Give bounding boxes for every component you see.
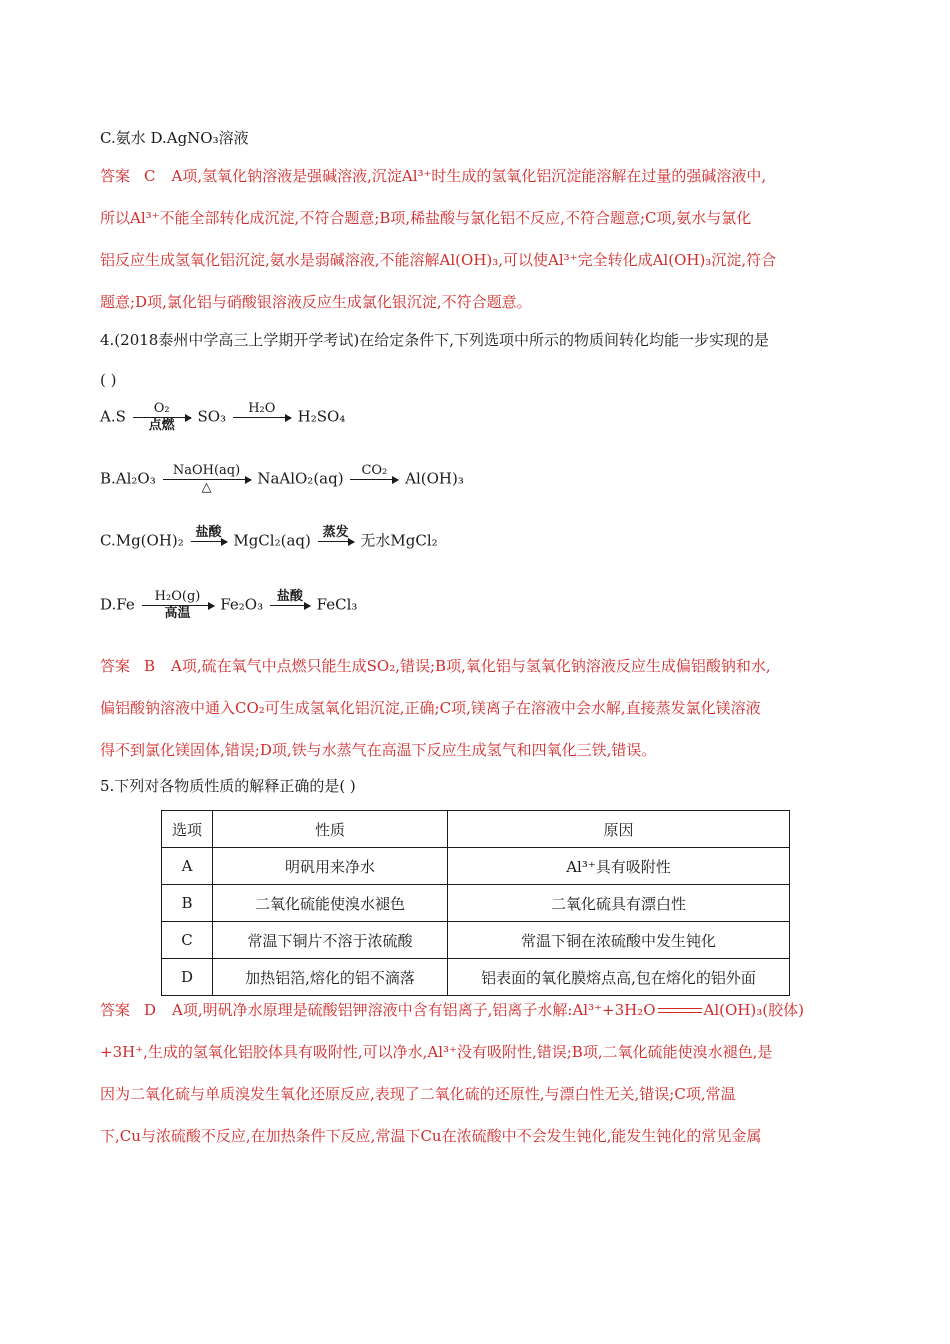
- q4-option-a: A.S O₂ 点燃 SO₃ H₂O H₂SO₄: [100, 401, 346, 433]
- table-cell: 二氧化硫具有漂白性: [448, 885, 790, 922]
- q5-explanation-line2: +3H⁺,生成的氢氧化铝胶体具有吸附性,可以净水,Al³⁺没有吸附性,错误;B项,二氧化硫能使溴水褪色,是: [100, 1043, 773, 1061]
- table-row: [162, 959, 790, 996]
- table-cell: 常温下铜在浓硫酸中发生钝化: [448, 922, 790, 959]
- q4-option-d: D.Fe H₂O(g) 高温 Fe₂O₃ 盐酸 FeCl₃: [100, 589, 358, 621]
- q4-stem: 4.(2018泰州中学高三上学期开学考试)在给定条件下,下列选项中所示的物质间转化均能一步实现的是: [100, 331, 769, 349]
- reaction-arrow: 盐酸: [191, 526, 227, 557]
- q4-answer-line1: [100, 656, 771, 676]
- table-cell: B: [162, 885, 213, 922]
- table-cell: 常温下铜片不溶于浓硫酸: [213, 922, 448, 959]
- q4-explanation-line3: 得不到氯化镁固体,错误;D项,铁与水蒸气在高温下反应生成氢气和四氧化三铁,错误。: [100, 741, 657, 759]
- answer-key: D: [144, 1001, 157, 1019]
- q3-options-cd: C.氨水 D.AgNO₃溶液: [100, 129, 249, 147]
- reaction-arrow: H₂O(g) 高温: [142, 590, 214, 621]
- table-cell: A: [162, 848, 213, 885]
- q5-table: [161, 810, 790, 996]
- table-row: [162, 922, 790, 959]
- q3-explanation-line4: 题意;D项,氯化铝与硝酸银溶液反应生成氯化银沉淀,不符合题意。: [100, 293, 532, 311]
- header-cell: 原因: [448, 811, 790, 848]
- q5-stem: 5.下列对各物质性质的解释正确的是( ): [100, 777, 356, 795]
- table-row: [162, 885, 790, 922]
- explanation-text: A项,硫在氧气中点燃只能生成SO₂,错误;B项,氧化铝与氢氧化钠溶液反应生成偏铝酸钠和水,: [171, 657, 771, 675]
- q4-option-b: B.Al₂O₃ NaOH(aq) △ NaAlO₂(aq) CO₂ Al(OH)₃: [100, 463, 464, 495]
- table-cell: 加热铝箔,熔化的铝不滴落: [213, 959, 448, 996]
- answer-label: 答案: [100, 1001, 131, 1019]
- reaction-arrow: CO₂: [350, 464, 398, 495]
- q3-answer-line1: [100, 166, 766, 186]
- explanation-text: A项,氢氧化钠溶液是强碱溶液,沉淀Al³⁺时生成的氢氧化铝沉淀能溶解在过量的强碱溶液中,: [171, 167, 767, 185]
- table-cell: C: [162, 922, 213, 959]
- header-cell: 选项: [162, 811, 213, 848]
- q5-explanation-line3: 因为二氧化硫与单质溴发生氧化还原反应,表现了二氧化硫的还原性,与漂白性无关,错误;C项,常温: [100, 1085, 736, 1103]
- table-cell: Al³⁺具有吸附性: [448, 848, 790, 885]
- q4-explanation-line2: 偏铝酸钠溶液中通入CO₂可生成氢氧化铝沉淀,正确;C项,镁离子在溶液中会水解,直接蒸发氯化镁溶液: [100, 699, 761, 717]
- table-cell: 二氧化硫能使溴水褪色: [213, 885, 448, 922]
- reaction-arrow: 蒸发: [318, 526, 354, 557]
- reaction-arrow: O₂ 点燃: [133, 402, 191, 433]
- q5-explanation-line4: 下,Cu与浓硫酸不反应,在加热条件下反应,常温下Cu在浓硫酸中不会发生钝化,能发生钝化的常见金属: [100, 1127, 762, 1145]
- reversible-arrow-icon: [658, 1006, 702, 1016]
- table-cell: 铝表面的氧化膜熔点高,包在熔化的铝外面: [448, 959, 790, 996]
- table-cell: 明矾用来净水: [213, 848, 448, 885]
- q3-explanation-line3: 铝反应生成氢氧化铝沉淀,氨水是弱碱溶液,不能溶解Al(OH)₃,可以使Al³⁺完全转化成Al(OH)₃沉淀,符合: [100, 251, 777, 269]
- table-header-row: [162, 811, 790, 848]
- q5-answer-line1: 答案 D A项,明矾净水原理是硫酸铝钾溶液中含有铝离子,铝离子水解:Al³⁺+3H₂O Al(OH)₃(胶体): [100, 1001, 804, 1019]
- q4-option-c: C.Mg(OH)₂ 盐酸 MgCl₂(aq) 蒸发 无水MgCl₂: [100, 526, 438, 557]
- table-row: [162, 848, 790, 885]
- reaction-arrow: NaOH(aq) △: [163, 464, 251, 495]
- answer-label: 答案: [100, 657, 131, 675]
- table-cell: D: [162, 959, 213, 996]
- answer-key: B: [144, 657, 156, 675]
- reaction-arrow: 盐酸: [270, 590, 310, 621]
- q4-answer-blank: ( ): [100, 371, 117, 389]
- answer-label: 答案: [100, 167, 131, 185]
- explanation-text: A项,明矾净水原理是硫酸铝钾溶液中含有铝离子,铝离子水解:Al³⁺+3H₂O: [172, 1001, 656, 1019]
- header-cell: 性质: [213, 811, 448, 848]
- reaction-arrow: H₂O: [233, 402, 291, 433]
- answer-key: C: [144, 167, 156, 185]
- q3-explanation-line2: 所以Al³⁺不能全部转化成沉淀,不符合题意;B项,稀盐酸与氯化铝不反应,不符合题意;C项,氨水与氯化: [100, 209, 752, 227]
